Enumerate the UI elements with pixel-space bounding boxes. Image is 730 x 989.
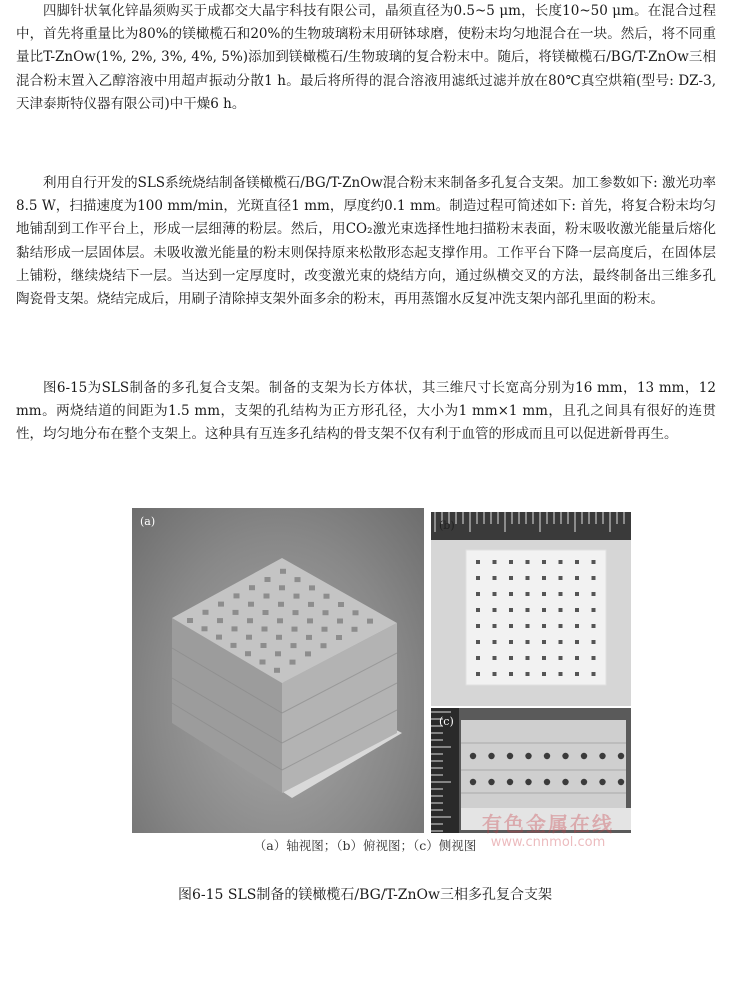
panel-label-a: (a): [140, 515, 156, 528]
figure-panel-b-top-view: [431, 512, 631, 706]
panel-label-c: (c): [439, 715, 454, 728]
watermark-site-name: 有色金属在线: [482, 812, 614, 836]
figure-6-15: [132, 508, 632, 833]
figure-caption: 图6-15 SLS制备的镁橄榄石/BG/T-ZnOw三相多孔复合支架: [177, 887, 552, 903]
watermark-url: www.cnnmol.com: [490, 835, 606, 850]
paragraph-2: 利用自行开发的SLS系统烧结制备镁橄榄石/BG/T-ZnOw混合粉末来制备多孔复合支架。加工参数如下: 激光功率8.5 W，扫描速度为100 mm/min，光斑直径1 mm，厚度约0.1 mm。制造过程可简述如下: 首先，将复合粉末均匀地铺刮到工作平台上，形成一层细薄的粉层。然后，用CO₂激光束选择性地扫描粉末表面，粉末吸收激光能量后熔化黏结形成一层固体层。未吸收激光能量的粉末则保持原来松散形态起支撑作用。工作平台下降一层高度后，在固体层上铺粉，继续烧结下一层。当达到一定厚度时，改变激光束的烧结方向，通过纵横交叉的方法，最终制备出三维多孔陶瓷骨支架。烧结完成后，用刷子清除掉支架外面多余的粉末，再用蒸馏水反复冲洗支架内部孔里面的粉末。: [16, 175, 716, 308]
paragraph-3: 图6-15为SLS制备的多孔复合支架。制备的支架为长方体状，其三维尺寸长宽高分别为16 mm，13 mm，12 mm。两烧结道的间距为1.5 mm，支架的孔结构为正方形孔径，大小为1 mm×1 mm，且孔之间具有很好的连贯性，均匀地分布在整个支架上。这种具有互连多孔结构的骨支架不仅有利于血管的形成而且可以促进新骨再生。: [16, 380, 716, 443]
paragraph-1: 四脚针状氧化锌晶须购买于成都交大晶宇科技有限公司，晶须直径为0.5~5 μm，长度10~50 μm。在混合过程中，首先将重量比为80%的镁橄榄石和20%的生物玻璃粉末用研钵球磨，使粉末均匀地混合在一块。然后，将不同重量比T-ZnOw(1%, 2%, 3%, 4%, 5%)添加到镁橄榄石/生物玻璃的复合粉末中。随后，将镁橄榄石/BG/T-ZnOw三相混合粉末置入乙醇溶液中用超声振动分散1 h。最后将所得的混合溶液用滤纸过滤并放在80℃真空烘箱(型号: DZ-3, 天津泰斯特仪器有限公司)中干燥6 h。: [16, 3, 716, 112]
panel-label-b: (b): [439, 519, 455, 532]
figure-panel-a-axial-view: [132, 508, 424, 833]
scaffold-top-image: [431, 512, 631, 706]
figure-subcaption: （a）轴视图；（b）俯视图；（c）侧视图: [253, 838, 477, 853]
scaffold-axial-image: [132, 508, 424, 833]
